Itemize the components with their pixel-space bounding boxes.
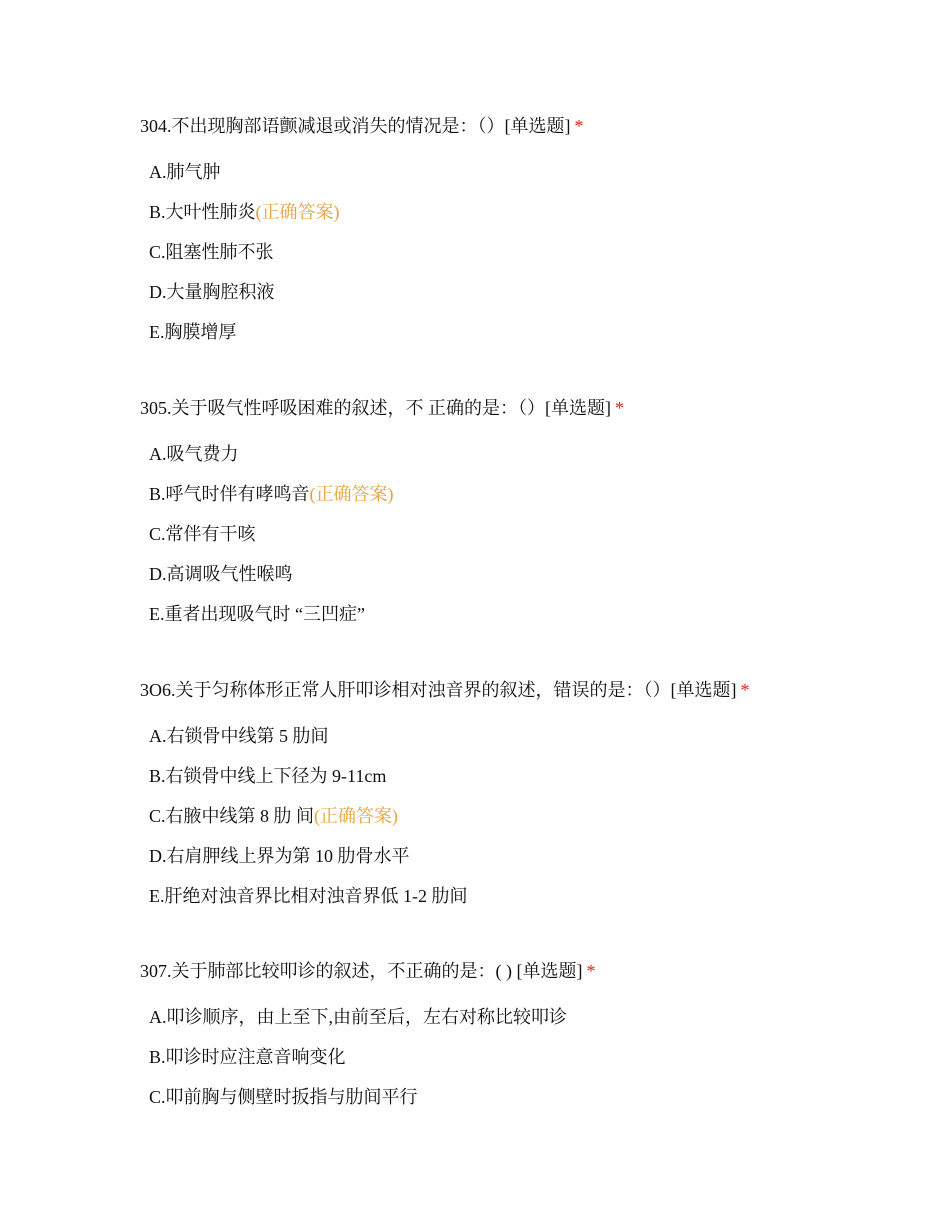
question-307 xyxy=(140,958,900,1124)
option-label: C.叩前胸与侧壁时扳指与肋间平行 xyxy=(149,1087,418,1107)
option-label: A.叩诊顺序，由上至下,由前至后，左右对称比较叩诊 xyxy=(149,1007,567,1027)
option-label: B.右锁骨中线上下径为 9-11cm xyxy=(149,766,387,786)
required-mark: * xyxy=(586,961,596,981)
option-d[interactable] xyxy=(149,843,900,869)
option-c[interactable] xyxy=(149,1084,900,1110)
question-title-text: 307.关于肺部比较叩诊的叙述，不正确的是：( ) [单选题] xyxy=(140,961,583,981)
option-c[interactable] xyxy=(149,239,900,265)
option-label: A.右锁骨中线第 5 肋间 xyxy=(149,726,329,746)
question-title xyxy=(140,113,900,139)
option-e[interactable] xyxy=(149,883,900,909)
option-list xyxy=(140,159,900,345)
option-e[interactable] xyxy=(149,601,900,627)
option-c[interactable] xyxy=(149,803,900,829)
option-label: B.大叶性肺炎 xyxy=(149,202,256,222)
option-b[interactable] xyxy=(149,1044,900,1070)
option-label: B.呼气时伴有哮鸣音 xyxy=(149,484,310,504)
option-label: C.阻塞性肺不张 xyxy=(149,242,274,262)
option-list xyxy=(140,441,900,627)
option-a[interactable] xyxy=(149,723,900,749)
option-label: A.肺气肿 xyxy=(149,162,221,182)
question-304 xyxy=(140,113,900,359)
required-mark: * xyxy=(574,116,584,136)
option-label: E.胸膜增厚 xyxy=(149,322,237,342)
option-list xyxy=(140,1004,900,1110)
correct-answer-tag: (正确答案) xyxy=(314,806,399,826)
option-label: C.右腋中线第 8 肋 间 xyxy=(149,806,315,826)
option-label: E.重者出现吸气时 “三凹症” xyxy=(149,604,365,624)
option-a[interactable] xyxy=(149,1004,900,1030)
option-d[interactable] xyxy=(149,561,900,587)
option-a[interactable] xyxy=(149,441,900,467)
option-label: E.肝绝对浊音界比相对浊音界低 1-2 肋间 xyxy=(149,886,468,906)
option-d[interactable] xyxy=(149,279,900,305)
question-title-text: 3O6.关于匀称体形正常人肝叩诊相对浊音界的叙述，错误的是：（）[单选题] xyxy=(140,680,737,700)
option-list xyxy=(140,723,900,909)
option-c[interactable] xyxy=(149,521,900,547)
question-title-text: 305.关于吸气性呼吸困难的叙述，不 正确的是：（）[单选题] xyxy=(140,398,611,418)
question-title xyxy=(140,677,900,703)
option-label: D.高调吸气性喉鸣 xyxy=(149,564,293,584)
option-b[interactable] xyxy=(149,199,900,225)
question-title-text: 304.不出现胸部语颤减退或消失的情况是：（）[单选题] xyxy=(140,116,571,136)
question-306 xyxy=(140,677,900,923)
question-305 xyxy=(140,395,900,641)
correct-answer-tag: (正确答案) xyxy=(255,202,340,222)
option-label: A.吸气费力 xyxy=(149,444,239,464)
option-b[interactable] xyxy=(149,481,900,507)
correct-answer-tag: (正确答案) xyxy=(309,484,394,504)
option-label: D.右肩胛线上界为第 10 肋骨水平 xyxy=(149,846,410,866)
required-mark: * xyxy=(615,398,624,418)
option-label: C.常伴有干咳 xyxy=(149,524,256,544)
question-title xyxy=(140,958,900,984)
question-title xyxy=(140,395,900,421)
option-label: D.大量胸腔积液 xyxy=(149,282,275,302)
option-e[interactable] xyxy=(149,319,900,345)
required-mark: * xyxy=(740,680,750,700)
option-a[interactable] xyxy=(149,159,900,185)
option-b[interactable] xyxy=(149,763,900,789)
option-label: B.叩诊时应注意音响变化 xyxy=(149,1047,346,1067)
